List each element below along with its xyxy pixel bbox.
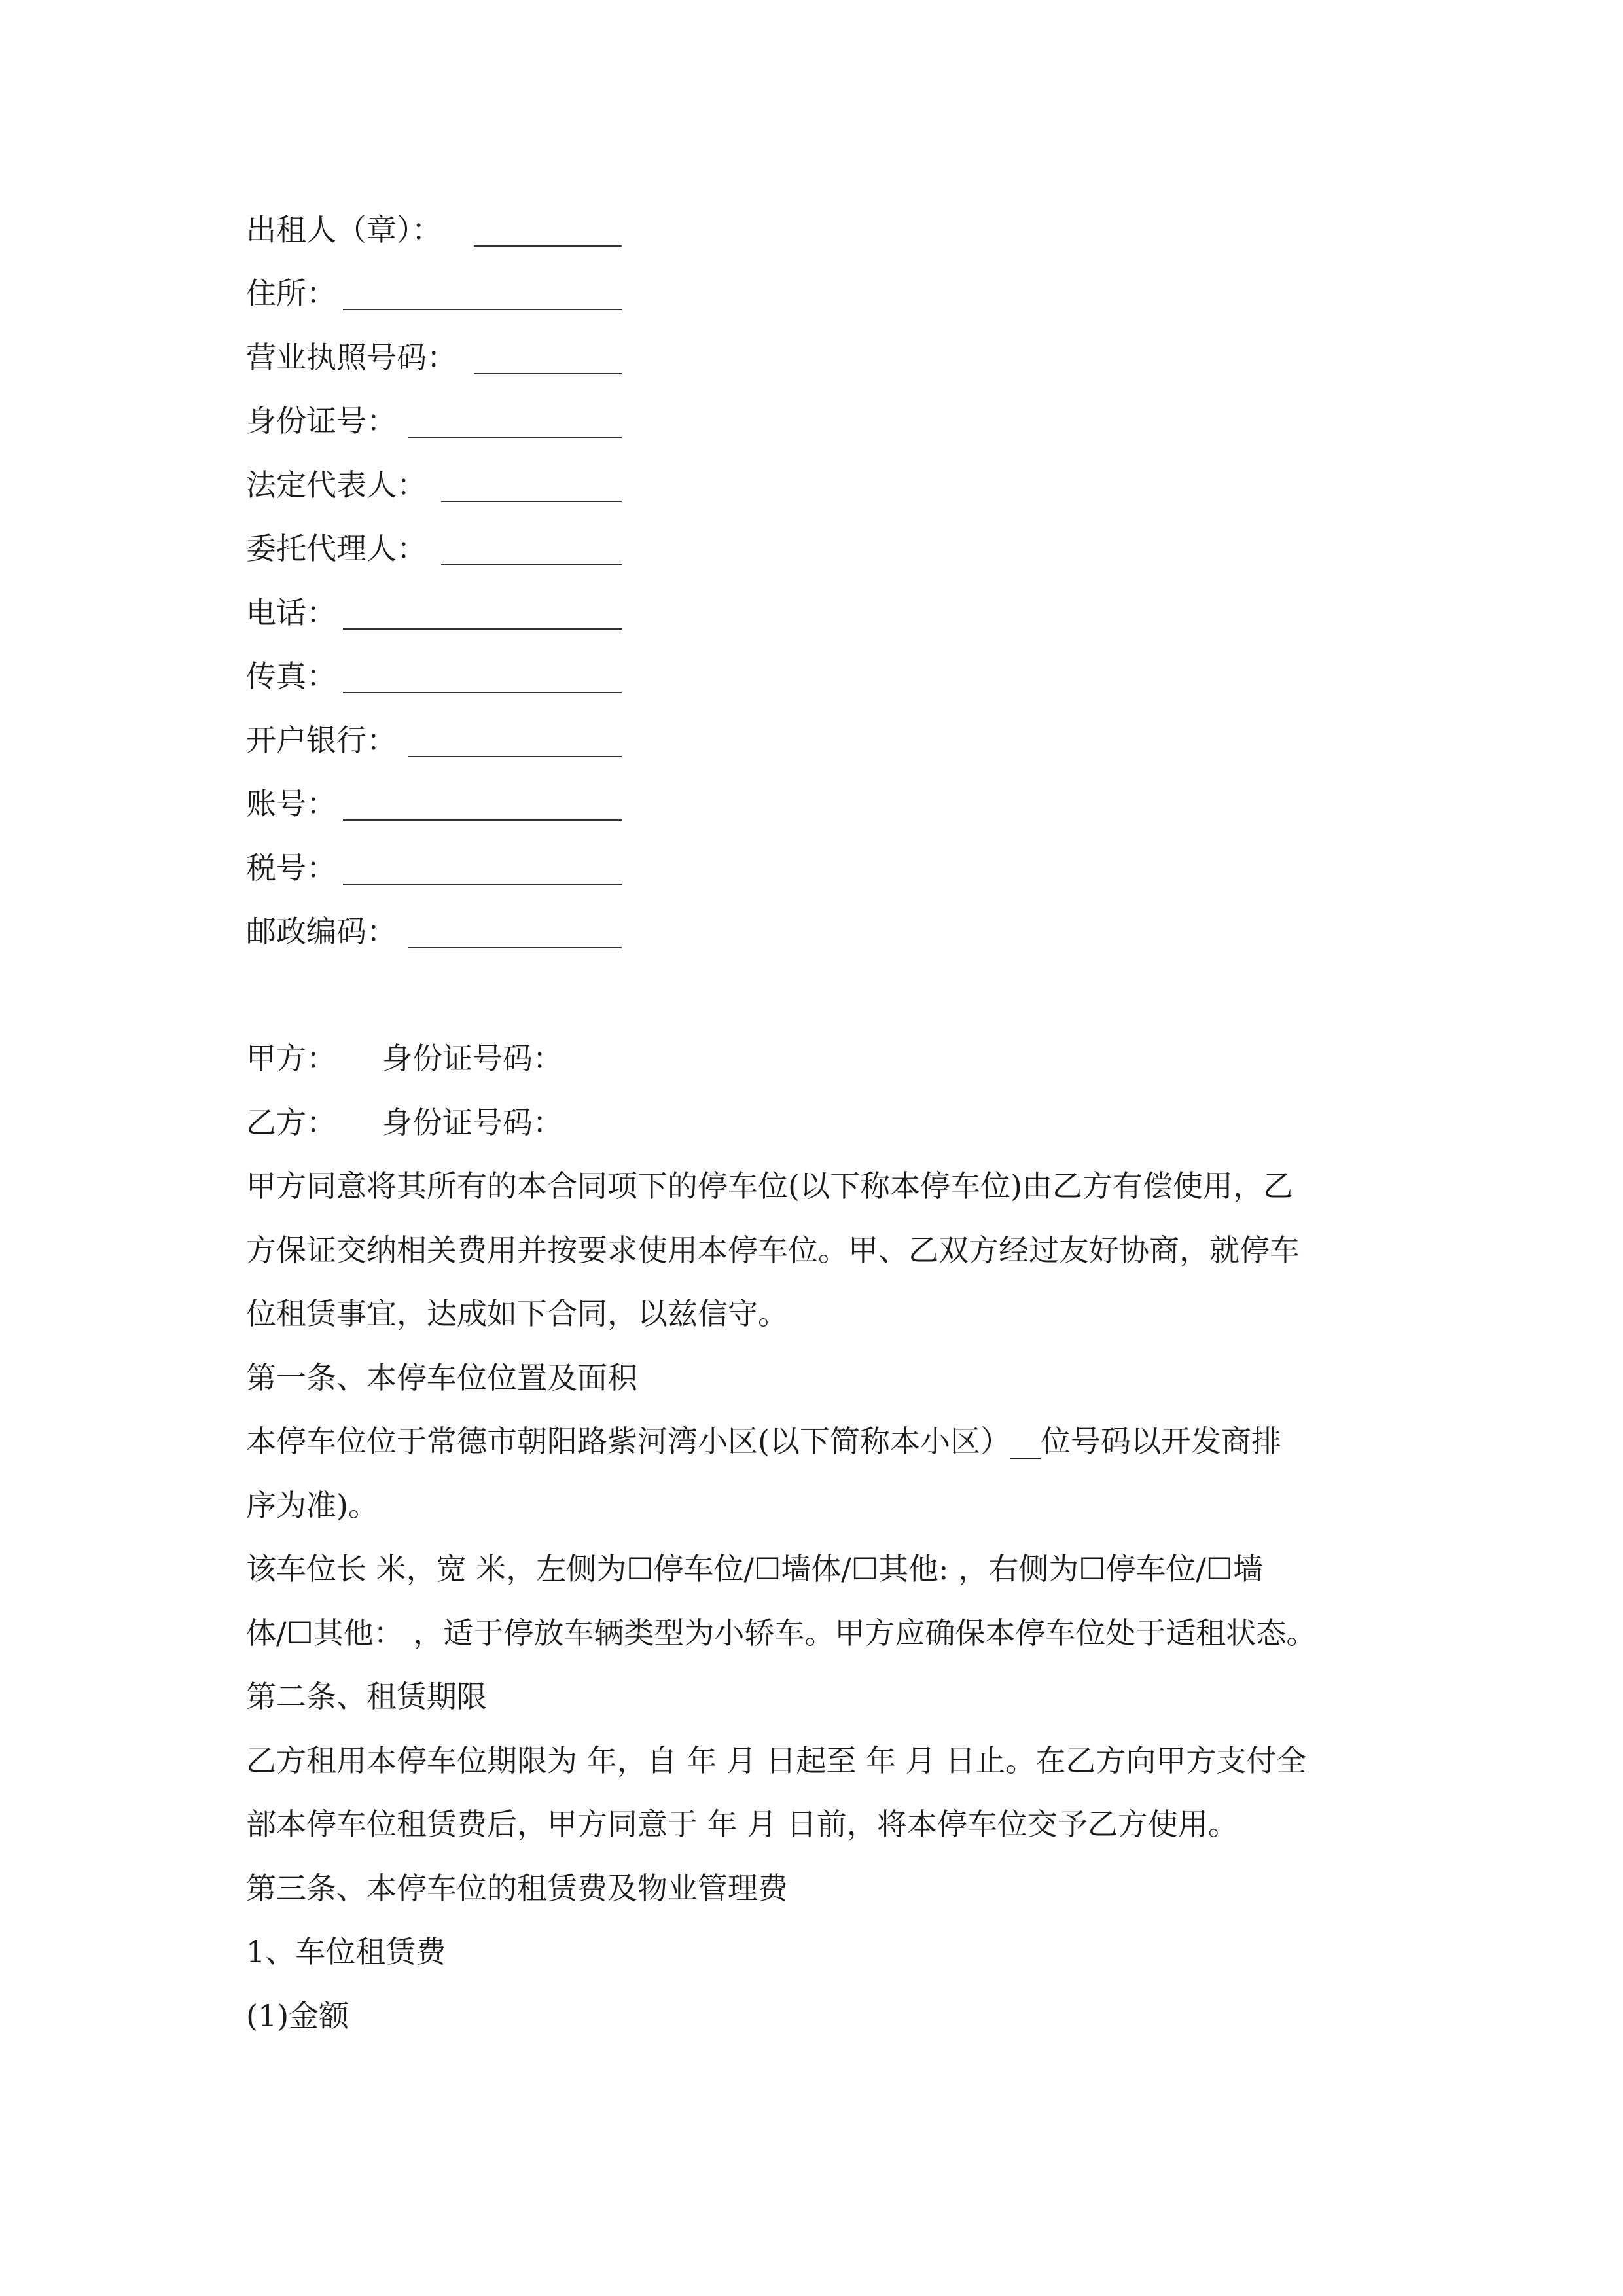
blank-line[interactable] bbox=[343, 819, 622, 821]
field-lessor-seal bbox=[246, 204, 442, 256]
field-fax bbox=[246, 650, 336, 702]
blank-line[interactable] bbox=[408, 947, 622, 948]
field-business-license bbox=[246, 331, 457, 384]
field-label: 邮政编码： bbox=[246, 914, 397, 949]
blank-line[interactable] bbox=[441, 501, 622, 502]
party-b-line bbox=[246, 1090, 1398, 1155]
field-label: 委托代理人： bbox=[246, 531, 427, 566]
field-label: 传真： bbox=[246, 658, 336, 694]
blank-line[interactable] bbox=[408, 437, 622, 438]
field-label: 税号： bbox=[246, 850, 336, 886]
field-label: 法定代表人： bbox=[246, 467, 427, 503]
body-line: 位租赁事宜，达成如下合同，以兹信守。 bbox=[246, 1296, 788, 1331]
blank-line[interactable] bbox=[474, 245, 622, 247]
field-label: 营业执照号码： bbox=[246, 340, 457, 375]
field-label: 开户银行： bbox=[246, 723, 397, 758]
field-label: 出租人（章）： bbox=[246, 212, 442, 247]
field-label: 住所： bbox=[246, 276, 336, 311]
party-a-label: 甲方： bbox=[246, 1041, 336, 1076]
body-line: 方保证交纳相关费用并按要求使用本停车位。甲、乙双方经过友好协商，就停车 bbox=[246, 1232, 1300, 1268]
blank-line[interactable] bbox=[441, 564, 622, 565]
field-label: 账号： bbox=[246, 786, 336, 821]
party-b-id-label: 身份证号码： bbox=[382, 1105, 563, 1140]
party-a-line bbox=[246, 1026, 1398, 1090]
blank-line[interactable] bbox=[343, 309, 622, 310]
sub-item: (1)金额 bbox=[246, 1998, 349, 2034]
blank-line[interactable] bbox=[343, 628, 622, 630]
article-1-heading: 第一条、本停车位位置及面积 bbox=[246, 1360, 637, 1395]
sub-heading: 1、车位租赁费 bbox=[246, 1934, 446, 1969]
article-2-heading: 第二条、租赁期限 bbox=[246, 1679, 487, 1714]
blank-line[interactable] bbox=[343, 884, 622, 885]
body-line: 体/☐其他： ，适于停放车辆类型为小轿车。甲方应确保本停车位处于适租状态。 bbox=[246, 1615, 1317, 1651]
field-postal-code bbox=[246, 905, 397, 958]
field-phone bbox=[246, 586, 336, 639]
body-line: 甲方同意将其所有的本合同项下的停车位(以下称本停车位)由乙方有偿使用，乙 bbox=[246, 1168, 1293, 1204]
body-line: 部本停车位租赁费后，甲方同意于 年 月 日前，将本停车位交予乙方使用。 bbox=[246, 1806, 1238, 1842]
field-tax-number bbox=[246, 842, 336, 894]
body-line: 本停车位位于常德市朝阳路紫河湾小区(以下简称本小区）__位号码以开发商排 bbox=[246, 1424, 1281, 1459]
body-line: 序为准)。 bbox=[246, 1488, 378, 1523]
field-address bbox=[246, 267, 336, 319]
body-line: 该车位长 米，宽 米，左侧为☐停车位/☐墙体/☐其他: ，右侧为☐停车位/☐墙 bbox=[246, 1551, 1264, 1587]
blank-line[interactable] bbox=[408, 756, 622, 757]
field-bank bbox=[246, 714, 397, 766]
blank-line[interactable] bbox=[474, 373, 622, 374]
body-line: 乙方租用本停车位期限为 年，自 年 月 日起至 年 月 日止。在乙方向甲方支付全 bbox=[246, 1743, 1307, 1778]
field-legal-rep bbox=[246, 459, 427, 511]
article-3-heading: 第三条、本停车位的租赁费及物业管理费 bbox=[246, 1871, 788, 1906]
field-label: 身份证号： bbox=[246, 403, 397, 439]
field-label: 电话： bbox=[246, 595, 336, 630]
party-b-label: 乙方： bbox=[246, 1105, 336, 1140]
field-id-number bbox=[246, 395, 397, 447]
field-account bbox=[246, 778, 336, 830]
party-a-id-label: 身份证号码： bbox=[382, 1041, 563, 1076]
blank-line[interactable] bbox=[343, 692, 622, 693]
field-agent bbox=[246, 522, 427, 575]
